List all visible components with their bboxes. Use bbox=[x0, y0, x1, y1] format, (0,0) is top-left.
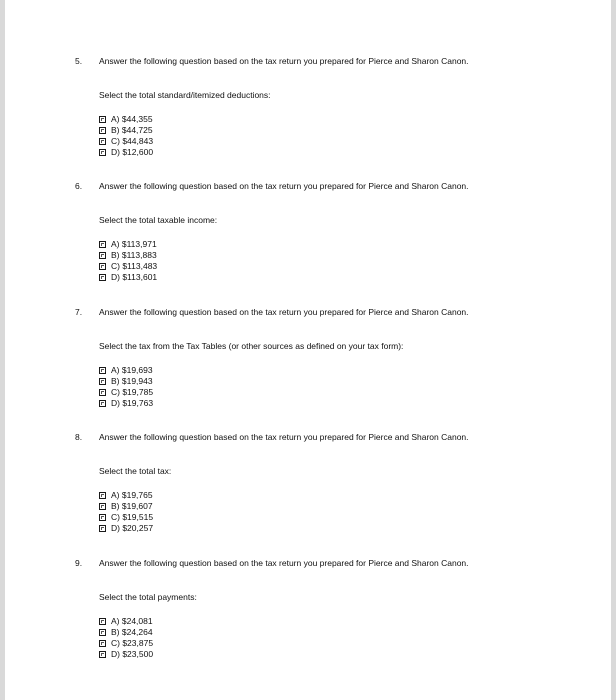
option-c[interactable] bbox=[99, 512, 153, 523]
checkbox-icon[interactable] bbox=[99, 378, 106, 385]
option-d[interactable] bbox=[99, 649, 153, 660]
checkbox-icon[interactable] bbox=[99, 651, 106, 658]
option-label: B) $24,264 bbox=[111, 627, 153, 637]
question-number: 8. bbox=[75, 432, 83, 442]
question-number: 6. bbox=[75, 181, 83, 191]
option-label: A) $113,971 bbox=[111, 239, 157, 249]
option-label: B) $44,725 bbox=[111, 125, 153, 135]
option-label: C) $19,515 bbox=[111, 512, 154, 522]
option-d[interactable] bbox=[99, 272, 157, 283]
answer-options bbox=[99, 239, 157, 283]
option-label: B) $19,943 bbox=[111, 376, 153, 386]
option-label: D) $113,601 bbox=[111, 272, 158, 282]
option-c[interactable] bbox=[99, 387, 153, 398]
option-c[interactable] bbox=[99, 638, 153, 649]
option-label: C) $23,875 bbox=[111, 638, 154, 648]
option-label: C) $44,843 bbox=[111, 136, 154, 146]
option-d[interactable] bbox=[99, 147, 153, 158]
option-label: D) $23,500 bbox=[111, 649, 154, 659]
checkbox-icon[interactable] bbox=[99, 618, 106, 625]
option-a[interactable] bbox=[99, 365, 153, 376]
question-text: Answer the following question based on the tax return you prepared for Pierce and Sharon Canon. bbox=[99, 181, 469, 191]
option-label: A) $24,081 bbox=[111, 616, 153, 626]
option-a[interactable] bbox=[99, 239, 157, 250]
checkbox-icon[interactable] bbox=[99, 241, 106, 248]
checkbox-icon[interactable] bbox=[99, 274, 106, 281]
question-number: 5. bbox=[75, 56, 83, 66]
answer-options bbox=[99, 114, 153, 158]
option-label: B) $113,883 bbox=[111, 250, 157, 260]
checkbox-icon[interactable] bbox=[99, 138, 106, 145]
option-a[interactable] bbox=[99, 616, 153, 627]
question-number: 9. bbox=[75, 558, 83, 568]
document-page bbox=[5, 0, 611, 700]
checkbox-icon[interactable] bbox=[99, 514, 106, 521]
question-instruction: Select the total payments: bbox=[99, 592, 197, 602]
option-a[interactable] bbox=[99, 114, 153, 125]
option-b[interactable] bbox=[99, 627, 153, 638]
checkbox-icon[interactable] bbox=[99, 640, 106, 647]
question-instruction: Select the total tax: bbox=[99, 466, 172, 476]
option-d[interactable] bbox=[99, 398, 153, 409]
option-label: B) $19,607 bbox=[111, 501, 153, 511]
checkbox-icon[interactable] bbox=[99, 492, 106, 499]
option-b[interactable] bbox=[99, 501, 153, 512]
option-c[interactable] bbox=[99, 136, 153, 147]
answer-options bbox=[99, 490, 153, 534]
option-c[interactable] bbox=[99, 261, 157, 272]
option-d[interactable] bbox=[99, 523, 153, 534]
question-text: Answer the following question based on the tax return you prepared for Pierce and Sharon Canon. bbox=[99, 558, 469, 568]
checkbox-icon[interactable] bbox=[99, 149, 106, 156]
question-instruction: Select the total standard/itemized deductions: bbox=[99, 90, 271, 100]
question-instruction: Select the total taxable income: bbox=[99, 215, 218, 225]
option-label: C) $113,483 bbox=[111, 261, 158, 271]
option-label: D) $20,257 bbox=[111, 523, 154, 533]
question-text: Answer the following question based on the tax return you prepared for Pierce and Sharon Canon. bbox=[99, 432, 469, 442]
option-label: D) $12,600 bbox=[111, 147, 154, 157]
answer-options bbox=[99, 365, 153, 409]
checkbox-icon[interactable] bbox=[99, 263, 106, 270]
option-label: A) $19,765 bbox=[111, 490, 153, 500]
question-text: Answer the following question based on the tax return you prepared for Pierce and Sharon Canon. bbox=[99, 56, 469, 66]
checkbox-icon[interactable] bbox=[99, 389, 106, 396]
checkbox-icon[interactable] bbox=[99, 629, 106, 636]
option-label: A) $19,693 bbox=[111, 365, 153, 375]
answer-options bbox=[99, 616, 153, 660]
option-b[interactable] bbox=[99, 376, 153, 387]
checkbox-icon[interactable] bbox=[99, 252, 106, 259]
option-label: D) $19,763 bbox=[111, 398, 154, 408]
checkbox-icon[interactable] bbox=[99, 503, 106, 510]
checkbox-icon[interactable] bbox=[99, 525, 106, 532]
option-label: A) $44,355 bbox=[111, 114, 153, 124]
question-text: Answer the following question based on the tax return you prepared for Pierce and Sharon Canon. bbox=[99, 307, 469, 317]
checkbox-icon[interactable] bbox=[99, 367, 106, 374]
question-instruction: Select the tax from the Tax Tables (or other sources as defined on your tax form): bbox=[99, 341, 404, 351]
checkbox-icon[interactable] bbox=[99, 116, 106, 123]
checkbox-icon[interactable] bbox=[99, 127, 106, 134]
option-b[interactable] bbox=[99, 125, 153, 136]
question-number: 7. bbox=[75, 307, 83, 317]
checkbox-icon[interactable] bbox=[99, 400, 106, 407]
option-label: C) $19,785 bbox=[111, 387, 154, 397]
option-b[interactable] bbox=[99, 250, 157, 261]
option-a[interactable] bbox=[99, 490, 153, 501]
